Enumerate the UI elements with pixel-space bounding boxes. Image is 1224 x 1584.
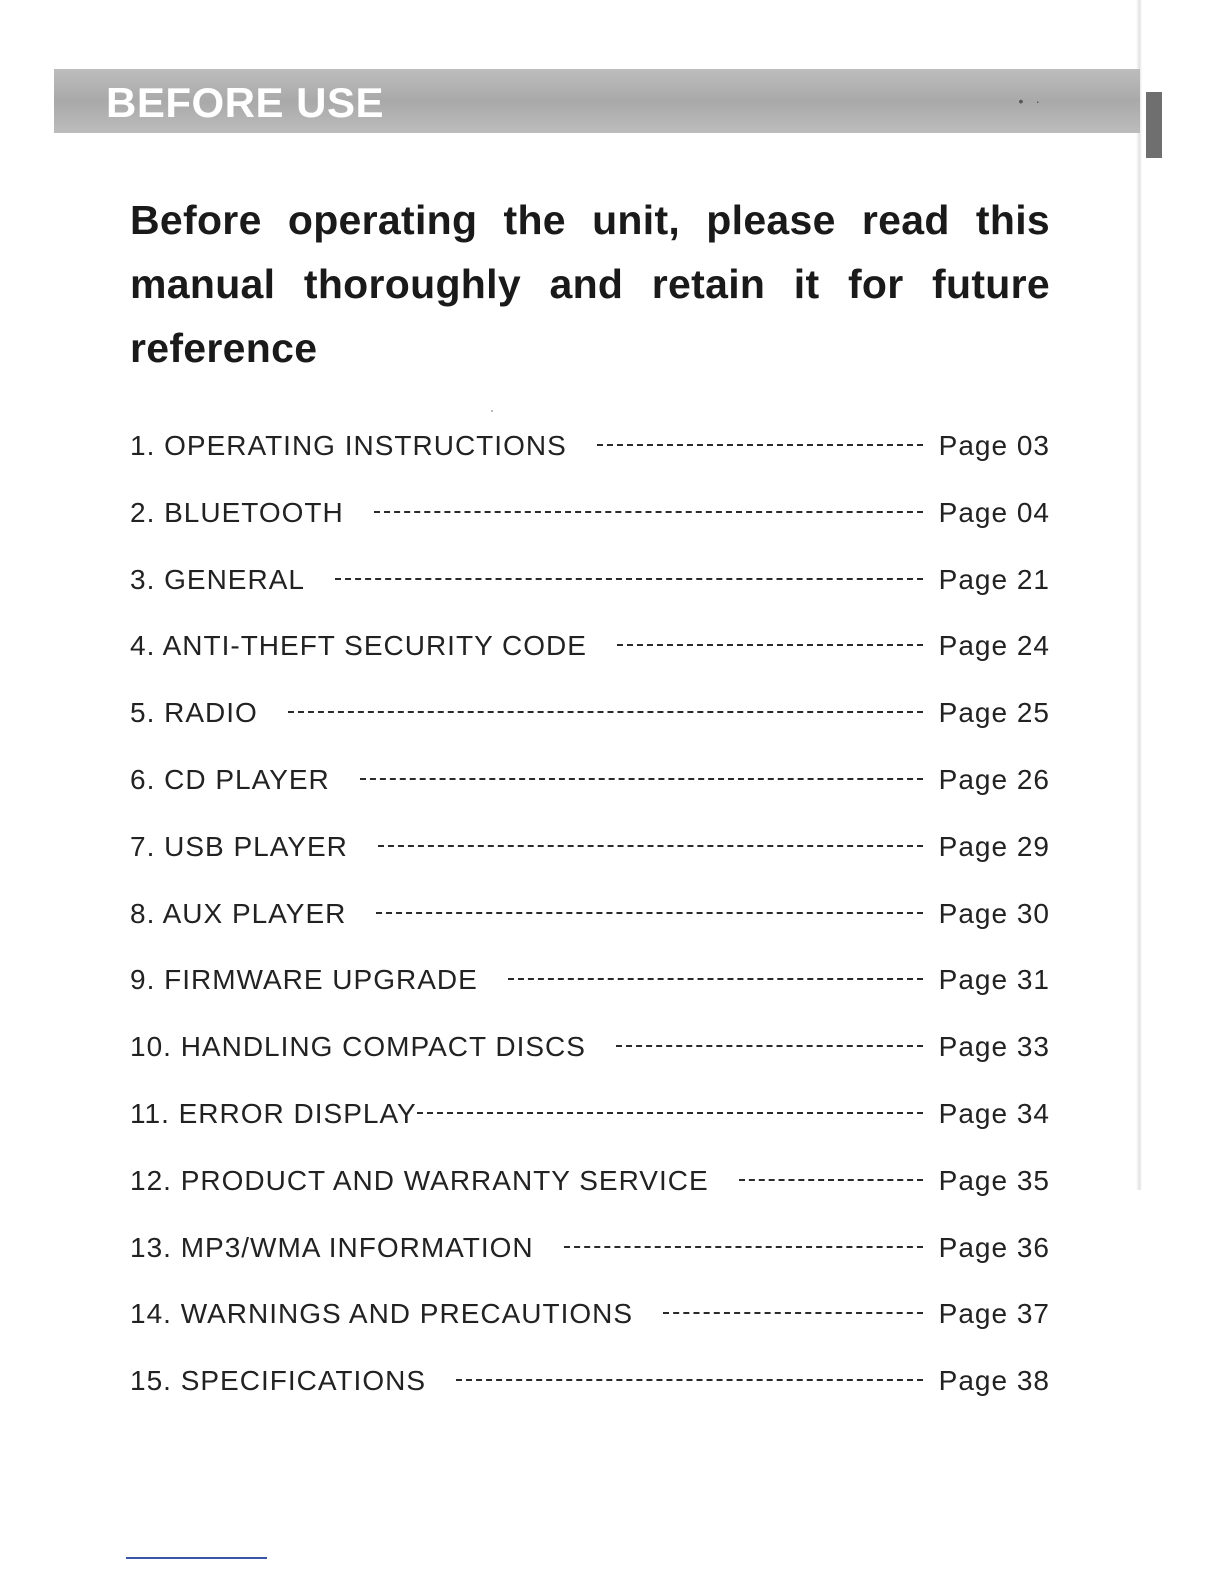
toc-entry-label: 14. WARNINGS AND PRECAUTIONS xyxy=(130,1298,634,1330)
section-title: BEFORE USE xyxy=(106,79,385,126)
toc-entry-page: Page 36 xyxy=(938,1231,1050,1263)
toc-leader-dashes xyxy=(335,578,923,580)
toc-leader-dashes xyxy=(288,711,923,713)
toc-entry-page: Page 38 xyxy=(938,1365,1050,1397)
toc-entry-label: 5. RADIO xyxy=(130,697,258,729)
toc-entry-label: 7. USB PLAYER xyxy=(130,830,348,862)
toc-entry xyxy=(130,697,1050,764)
toc-entry-page: Page 35 xyxy=(938,1164,1050,1196)
toc-entry xyxy=(130,831,1050,898)
toc-entry xyxy=(130,964,1050,1031)
toc-entry xyxy=(130,1365,1050,1432)
toc-entry-page: Page 03 xyxy=(938,430,1050,461)
toc-entry-page: Page 37 xyxy=(938,1298,1050,1330)
section-header-band xyxy=(54,69,1140,133)
toc-entry-label: 4. ANTI-THEFT SECURITY CODE xyxy=(130,630,587,662)
toc-leader-dashes xyxy=(739,1179,923,1181)
toc-leader-dashes xyxy=(360,778,923,780)
toc-entry-label: 12. PRODUCT AND WARRANTY SERVICE xyxy=(130,1164,709,1196)
toc-entry-label: 10. HANDLING COMPACT DISCS xyxy=(130,1031,586,1063)
toc-leader-dashes xyxy=(616,1045,923,1047)
toc-entry-page: Page 33 xyxy=(938,1031,1050,1063)
toc-entry xyxy=(130,430,1050,497)
toc-entry xyxy=(130,497,1050,564)
toc-entry-page: Page 21 xyxy=(938,563,1050,595)
toc-leader-dashes xyxy=(617,644,923,646)
toc-entry-label: 9. FIRMWARE UPGRADE xyxy=(130,964,478,996)
toc-leader-dashes xyxy=(597,444,923,446)
toc-entry-label: 11. ERROR DISPLAY xyxy=(130,1097,417,1129)
toc-entry xyxy=(130,1098,1050,1165)
toc-entry-page: Page 26 xyxy=(938,763,1050,795)
toc-leader-dashes xyxy=(456,1379,923,1381)
toc-entry xyxy=(130,1232,1050,1299)
toc-entry-label: 6. CD PLAYER xyxy=(130,763,330,795)
toc-entry-label: 2. BLUETOOTH xyxy=(130,496,344,528)
toc-entry-page: Page 30 xyxy=(938,897,1050,929)
toc-entry-page: Page 24 xyxy=(938,630,1050,662)
toc-leader-dashes xyxy=(564,1246,923,1248)
toc-entry xyxy=(130,1031,1050,1098)
table-of-contents xyxy=(130,430,1050,1432)
toc-entry-label: 15. SPECIFICATIONS xyxy=(130,1365,426,1397)
toc-entry xyxy=(130,898,1050,965)
toc-leader-dashes xyxy=(663,1312,923,1314)
scan-speck xyxy=(491,410,493,412)
header-dots: • · xyxy=(1018,93,1044,109)
toc-entry-page: Page 31 xyxy=(938,964,1050,996)
toc-entry-page: Page 25 xyxy=(938,697,1050,729)
toc-leader-dashes xyxy=(508,978,923,980)
page-edge-tab xyxy=(1146,92,1162,158)
toc-entry-page: Page 29 xyxy=(938,830,1050,862)
toc-entry-label: 1. OPERATING INSTRUCTIONS xyxy=(130,430,567,461)
intro-heading: Before operating the unit, please read this manual thoroughly and retain it for future reference xyxy=(130,197,1050,371)
toc-leader-dashes xyxy=(374,511,923,513)
toc-entry-page: Page 04 xyxy=(938,496,1050,528)
toc-leader-dashes xyxy=(417,1112,923,1114)
toc-entry xyxy=(130,630,1050,697)
toc-entry xyxy=(130,764,1050,831)
toc-entry-label: 3. GENERAL xyxy=(130,563,305,595)
toc-entry xyxy=(130,564,1050,631)
page-edge-shadow xyxy=(1136,0,1142,1190)
toc-entry xyxy=(130,1165,1050,1232)
footer-rule xyxy=(126,1557,267,1559)
toc-entry-label: 13. MP3/WMA INFORMATION xyxy=(130,1231,534,1263)
toc-entry-page: Page 34 xyxy=(938,1097,1050,1129)
toc-leader-dashes xyxy=(378,845,923,847)
toc-entry xyxy=(130,1298,1050,1365)
toc-entry-label: 8. AUX PLAYER xyxy=(130,897,347,929)
toc-leader-dashes xyxy=(376,912,922,914)
